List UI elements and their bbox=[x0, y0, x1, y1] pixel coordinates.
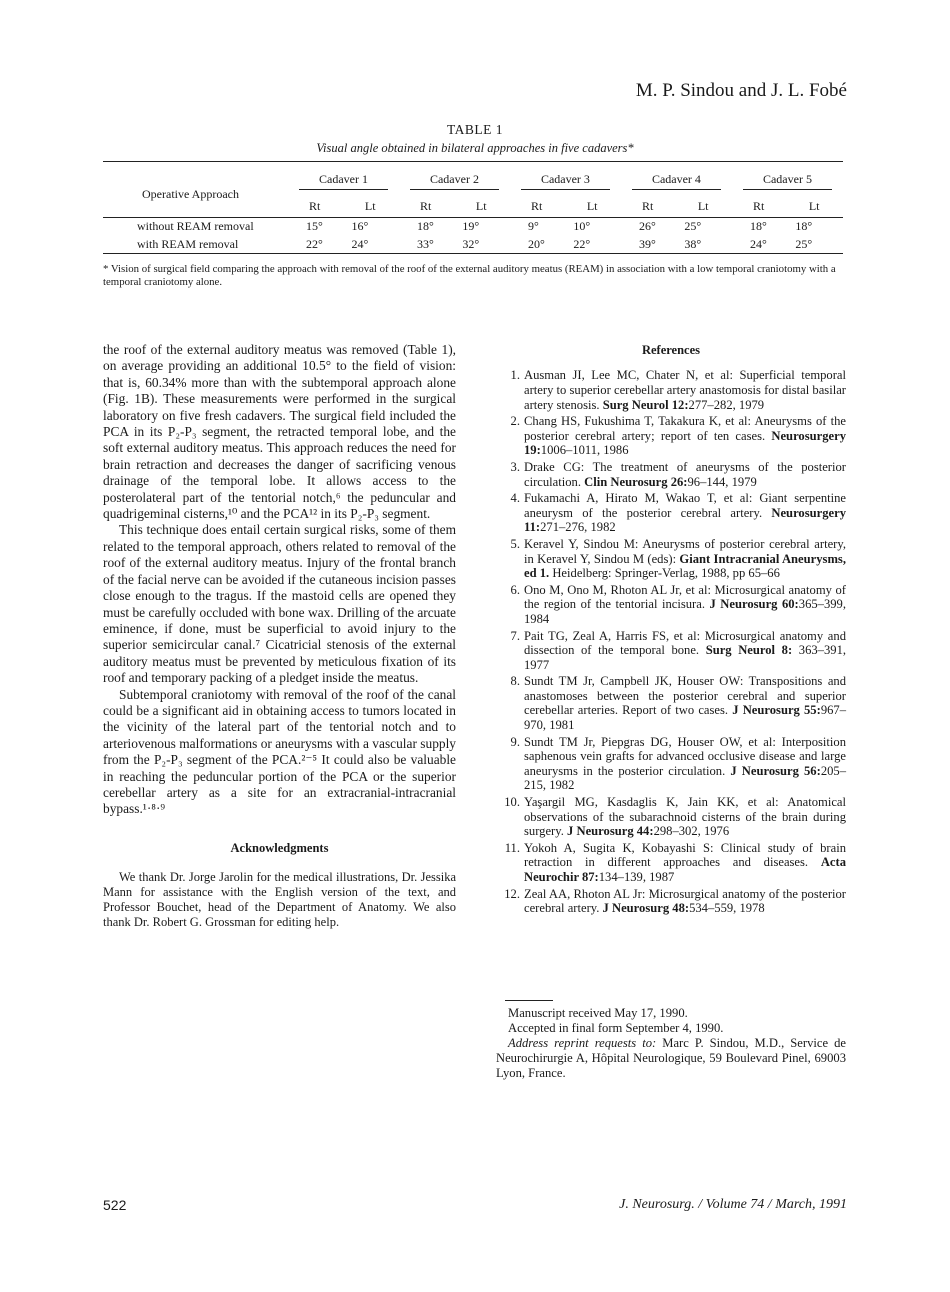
body-paragraph-2: This technique does entail certain surgical risks, some of them related to the temporal approach, others related to removal of the roof of the external auditory meatus. Injury of the frontal branch of the facial nerve can be avoided if the cutaneous incision passes close enough to the tragus. If the mastoid cells are opened they must be carefully occluded with bone wax. Drilling of the arcuate eminence, if done, must be superficial to avoid injury to the superior semicircular canal.⁷ Cicatricial stenosis of the external auditory meatus must be prevented by meticulous fixation of its roof and temporary packing of a pledget inside the meatus. bbox=[103, 522, 456, 686]
reference-text: Yaşargil MG, Kasdaglis K, Jain KK, et al: Anatomical observations of the subarachnoid cisterns of the brain during surgery. bbox=[524, 795, 846, 839]
reference-journal: J Neurosurg 56: bbox=[730, 763, 821, 778]
reference-journal: Neurosurgery 19: bbox=[524, 428, 846, 458]
reference-number: 9. bbox=[510, 734, 520, 749]
table-cell: 24° bbox=[732, 236, 785, 254]
header-cadaver-1: Cadaver 1 bbox=[299, 172, 388, 190]
header-cadaver-3: Cadaver 3 bbox=[521, 172, 610, 190]
table-cell: 39° bbox=[621, 236, 674, 254]
reference-number: 4. bbox=[510, 491, 520, 506]
data-table-wrapper bbox=[103, 161, 843, 254]
table-row bbox=[103, 218, 843, 236]
acknowledgments-heading: Acknowledgments bbox=[230, 840, 329, 855]
table-cell: 38° bbox=[674, 236, 732, 254]
header-side-lt: Lt bbox=[674, 196, 732, 218]
running-head: M. P. Sindou and J. L. Fobé bbox=[635, 80, 847, 101]
table-cell: 20° bbox=[510, 236, 563, 254]
table-footnote: * Vision of surgical field comparing the approach with removal of the roof of the external auditory meatus (REAM) in association with a low temporal craniotomy with a temporal craniotomy alone. bbox=[103, 263, 836, 288]
header-side-lt: Lt bbox=[341, 196, 399, 218]
reference-journal: J Neurosurg 55: bbox=[732, 703, 821, 718]
reference-pages: 363–391, 1977 bbox=[524, 643, 847, 672]
header-operative-approach: Operative Approach bbox=[103, 172, 288, 218]
reference-journal: Giant Intracranial Aneurysms, ed 1. bbox=[524, 551, 846, 581]
journal-citation: J. Neurosurg. / Volume 74 / March, 1991 bbox=[619, 1197, 847, 1212]
table-cell: 10° bbox=[573, 219, 591, 234]
reference-text: Fukamachi A, Hirato M, Wakao T, et al: Giant serpentine aneurysm of the posterior cerebral artery. bbox=[524, 491, 846, 520]
reference-journal: Acta Neurochir 87: bbox=[524, 855, 846, 884]
reference-pages: 967–970, 1981 bbox=[524, 703, 846, 733]
reference-number: 1. bbox=[510, 368, 520, 383]
table-cell: 18° bbox=[795, 219, 813, 234]
reference-item bbox=[496, 841, 846, 885]
reference-journal: J Neurosurg 60: bbox=[709, 597, 799, 612]
reference-journal: Neurosurgery 11: bbox=[524, 505, 846, 535]
references-list bbox=[496, 368, 846, 915]
reference-number: 11. bbox=[504, 840, 520, 855]
reference-number: 8. bbox=[510, 674, 520, 689]
reference-item bbox=[496, 537, 846, 581]
reference-number: 7. bbox=[510, 628, 520, 643]
header-side-rt: Rt bbox=[288, 196, 341, 218]
table-cell: 19° bbox=[462, 219, 480, 234]
left-column bbox=[103, 342, 456, 930]
table-cell: 25° bbox=[684, 219, 702, 234]
reference-text: Zeal AA, Rhoton AL Jr: Microsurgical anatomy of the posterior cerebral artery. bbox=[524, 886, 846, 916]
reference-text: Yokoh A, Sugita K, Kobayashi S: Clinical study of brain retraction in different approaches and diseases. bbox=[524, 840, 846, 870]
manuscript-received: Manuscript received May 17, 1990. bbox=[508, 1006, 688, 1020]
table-cell: 33° bbox=[399, 236, 452, 254]
reference-text: Drake CG: The treatment of aneurysms of the posterior circulation. bbox=[524, 459, 846, 489]
manuscript-accepted: Accepted in final form September 4, 1990. bbox=[508, 1021, 724, 1035]
reference-item bbox=[496, 414, 846, 458]
reference-text: Ono M, Ono M, Rhoton AL Jr, et al: Microsurgical anatomy of the region of the tentorial incisura. bbox=[524, 582, 846, 612]
table-cell: 9° bbox=[527, 219, 539, 234]
reference-number: 12. bbox=[504, 886, 520, 901]
header-side-rt: Rt bbox=[510, 196, 563, 218]
header-side-lt: Lt bbox=[785, 196, 843, 218]
reference-item bbox=[496, 674, 846, 732]
reference-item bbox=[496, 491, 846, 535]
reference-item bbox=[496, 735, 846, 793]
reference-pages: 96–144, 1979 bbox=[687, 474, 757, 489]
table-cell: 18° bbox=[749, 219, 767, 234]
header-side-lt: Lt bbox=[452, 196, 510, 218]
reference-item bbox=[496, 583, 846, 627]
header-cadaver-4: Cadaver 4 bbox=[632, 172, 721, 190]
reference-item bbox=[496, 629, 846, 673]
reference-journal: Clin Neurosurg 26: bbox=[584, 474, 688, 489]
header-cadaver-5: Cadaver 5 bbox=[743, 172, 832, 190]
reference-journal: J Neurosurg 44: bbox=[567, 824, 654, 839]
reference-pages: 298–302, 1976 bbox=[653, 824, 730, 839]
reference-number: 10. bbox=[504, 795, 520, 810]
reference-text: Sundt TM Jr, Campbell JK, Houser OW: Transpositions and anastomoses between the posterior cerebral and superior cerebellar arteries. Report of two cases. bbox=[524, 674, 846, 718]
table-cell: 26° bbox=[638, 219, 656, 234]
header-side-rt: Rt bbox=[621, 196, 674, 218]
right-column bbox=[496, 342, 846, 918]
reference-item bbox=[496, 887, 846, 916]
table-cell: 24° bbox=[341, 236, 399, 254]
reference-pages: 534–559, 1978 bbox=[689, 901, 765, 916]
table-cell: 32° bbox=[452, 236, 510, 254]
reference-number: 3. bbox=[510, 459, 520, 474]
header-side-rt: Rt bbox=[399, 196, 452, 218]
table-cell: 22° bbox=[563, 236, 621, 254]
table-cell: 15° bbox=[306, 219, 323, 234]
acknowledgments-text: We thank Dr. Jorge Jarolin for the medical illustrations, Dr. Jessika Mann for assistance with the English version of the text, and Professor Bouchet, head of the Department of Anatomy. We also thank Dr. Robert G. Grossman for editing help. bbox=[103, 870, 456, 930]
header-cadaver-2: Cadaver 2 bbox=[410, 172, 499, 190]
reference-text: Keravel Y, Sindou M: Aneurysms of posterior cerebral artery, in Keravel Y, Sindou M (eds): bbox=[524, 536, 846, 566]
body-paragraph-1: the roof of the external auditory meatus was removed (Table 1), on average providing an additional 10.5° to the field of vision: that is, 60.34% more than with the subtemporal approach alone (Fig. 1B). These measurements were performed in the surgical laboratory on five fresh cadavers. The surgical field included the PCA in its P₂-P₃ segment, the retracted temporal lobe, and the soft external auditory meatus. This approach reduces the need for brain retraction and decreases the danger of sacrificing venous drainage of the temporal lobe. It allows access to the posterolateral part of the tentorial notch,⁶ the peduncular and quadrigeminal cisterns,¹⁰ and the PCA¹² in its P₂-P₃ segment. bbox=[103, 342, 456, 522]
visual-angle-table bbox=[103, 161, 843, 254]
reference-number: 6. bbox=[510, 582, 520, 597]
references-heading: References bbox=[641, 343, 701, 357]
reference-text: Pait TG, Zeal A, Harris FS, et al: Microsurgical anatomy and dissection of the temporal bone. bbox=[524, 628, 846, 658]
header-side-rt: Rt bbox=[732, 196, 785, 218]
page-number: 522 bbox=[103, 1197, 127, 1213]
table-cell: 18° bbox=[416, 219, 434, 234]
reference-pages: 134–139, 1987 bbox=[598, 870, 675, 884]
table-cell: 22° bbox=[288, 236, 341, 254]
table-cell: 25° bbox=[785, 236, 843, 254]
reference-item bbox=[496, 368, 846, 412]
reference-number: 2. bbox=[510, 414, 520, 429]
reference-journal: Surg Neurol 12: bbox=[602, 397, 689, 412]
table-caption: Visual angle obtained in bilateral approaches in five cadavers* bbox=[316, 141, 634, 155]
reference-text: Chang HS, Fukushima T, Takakura K, et al: Aneurysms of the posterior cerebral artery; report of ten cases. bbox=[524, 414, 846, 443]
reprint-address bbox=[496, 1036, 846, 1081]
reference-item bbox=[496, 460, 846, 489]
divider bbox=[505, 1000, 553, 1001]
manuscript-info bbox=[496, 1006, 846, 1081]
row-label: without REAM removal bbox=[137, 219, 254, 234]
reference-text: Sundt TM Jr, Piepgras DG, Houser OW, et al: Interposition saphenous vein grafts for advanced occlusive disease and large aneurysms in the posterior circulation. bbox=[524, 734, 846, 778]
reference-pages: 277–282, 1979 bbox=[688, 397, 765, 412]
reference-pages: Heidelberg: Springer-Verlag, 1988, pp 65–66 bbox=[549, 566, 780, 581]
reference-pages: 365–399, 1984 bbox=[524, 597, 846, 626]
reference-pages: 1006–1011, 1986 bbox=[540, 443, 629, 458]
reference-journal: Surg Neurol 8: bbox=[705, 643, 793, 658]
reprint-text: Marc P. Sindou, M.D., Service de Neurochirurgie A, Hôpital Neurologique, 59 Boulevard Pinel, 69003 Lyon, France. bbox=[496, 1036, 846, 1080]
reference-text: Ausman JI, Lee MC, Chater N, et al: Superficial temporal artery to superior cerebellar artery anastomosis for distal basilar artery stenosis. bbox=[524, 368, 846, 412]
table-cell: 16° bbox=[351, 219, 369, 234]
row-label: with REAM removal bbox=[103, 236, 288, 254]
reference-pages: 205–215, 1982 bbox=[524, 763, 846, 793]
table-title: TABLE 1 bbox=[446, 122, 504, 137]
reference-pages: 271–276, 1982 bbox=[540, 520, 616, 535]
reference-number: 5. bbox=[510, 536, 520, 551]
header-side-lt: Lt bbox=[563, 196, 621, 218]
table-row bbox=[103, 236, 843, 254]
reprint-label: Address reprint requests to: bbox=[508, 1036, 657, 1050]
body-paragraph-3: Subtemporal craniotomy with removal of the roof of the canal could be a significant aid in obtaining access to tumors located in the vicinity of the lateral part of the tentorial notch and to arteriovenous malformations or aneurysms with a vascular supply from the P₂-P₃ segment of the PCA.²⁻⁵ It could also be valuable in reaching the peduncular portion of the PCA or the superior cerebellar artery as a site for an extracranial-intracranial bypass.¹·⁸·⁹ bbox=[103, 686, 456, 817]
reference-journal: J Neurosurg 48: bbox=[602, 901, 690, 916]
reference-item bbox=[496, 795, 846, 839]
